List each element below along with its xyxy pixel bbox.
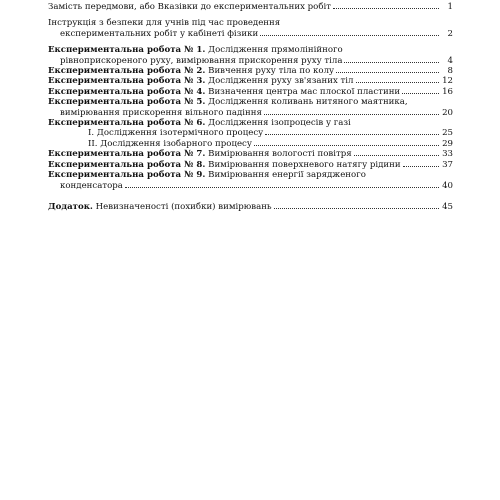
work-label: Експериментальна робота № 6. — [48, 118, 206, 129]
page-number: 12 — [442, 76, 453, 87]
dot-leader — [265, 134, 439, 135]
toc-entry-title-cont: вимірювання прискорення вільного падіння — [60, 107, 262, 118]
dot-leader — [254, 145, 439, 146]
toc-entry-title: Дослідження прямолінійного — [208, 45, 343, 56]
toc-entry-appendix — [48, 202, 453, 212]
appendix-label: Додаток. — [48, 201, 93, 212]
dot-leader — [336, 72, 439, 73]
toc-entry-work-3 — [48, 76, 453, 86]
page-number: 8 — [447, 66, 453, 77]
toc-entry-title: Дослідження ізопроцесів у газі — [208, 118, 351, 129]
toc-entry-work-9 — [48, 170, 453, 191]
work-label: Експериментальна робота № 8. — [48, 159, 206, 170]
toc-entry-work-6 — [48, 118, 453, 149]
toc-entry-title: Визначення центра мас плоскої пластини — [208, 86, 401, 97]
toc-entry-work-2 — [48, 66, 453, 76]
work-label: Експериментальна робота № 3. — [48, 76, 206, 87]
dot-leader — [125, 187, 439, 188]
page-number: 45 — [442, 201, 453, 212]
toc-entry-safety — [48, 18, 453, 39]
toc-subentry-title: I. Дослідження ізотермічного процесу — [88, 128, 264, 139]
toc-subentry-title: II. Дослідження ізобарного процесу — [88, 138, 252, 149]
page-number: 4 — [447, 55, 453, 66]
toc-subentry-isothermal — [48, 128, 453, 138]
dot-leader — [403, 166, 439, 167]
page-number: 29 — [442, 138, 453, 149]
dot-leader — [354, 155, 439, 156]
dot-leader — [356, 82, 439, 83]
toc-entry-title: Вимірювання поверхневого натягу рідини — [208, 159, 401, 170]
dot-leader — [402, 93, 439, 94]
toc-entry-title: Вимірювання енергії зарядженого — [208, 170, 366, 181]
work-label: Експериментальна робота № 7. — [48, 149, 206, 160]
page-number: 33 — [442, 149, 453, 160]
toc-entry-title-cont: рівноприскореного руху, вимірювання прискорення руху тіла — [60, 55, 343, 66]
toc-entry-title: Дослідження коливань нитяного маятника, — [208, 97, 408, 108]
table-of-contents — [48, 2, 453, 212]
dot-leader — [274, 208, 439, 209]
toc-entry-title: Дослідження руху зв'язаних тіл — [208, 76, 354, 87]
dot-leader — [344, 62, 439, 63]
toc-entry-title: Вивчення руху тіла по колу — [208, 66, 335, 77]
dot-leader — [333, 8, 439, 9]
toc-entry-title: Невизначеності (похибки) вимірювань — [95, 201, 272, 212]
toc-entry-work-1 — [48, 45, 453, 66]
toc-entry-work-4 — [48, 87, 453, 97]
page-number: 1 — [447, 2, 453, 12]
dot-leader — [260, 35, 439, 36]
work-label: Експериментальна робота № 1. — [48, 45, 206, 56]
toc-entry-title: Замість передмови, або Вказівки до експериментальних робіт — [48, 2, 331, 12]
page-number: 37 — [442, 159, 453, 170]
toc-entry-title: Вимірювання вологості повітря — [208, 149, 352, 160]
toc-entry-foreword — [48, 2, 453, 12]
page-number: 40 — [442, 180, 453, 191]
toc-entry-title-cont: конденсатора — [60, 180, 123, 191]
work-label: Експериментальна робота № 5. — [48, 97, 206, 108]
work-label: Експериментальна робота № 9. — [48, 170, 206, 181]
page-number: 2 — [447, 28, 453, 39]
work-label: Експериментальна робота № 2. — [48, 66, 206, 77]
page-number: 16 — [442, 86, 453, 97]
toc-entry-title: Інструкція з безпеки для учнів під час проведення — [48, 18, 281, 29]
toc-entry-title-cont: експериментальних робіт у кабінеті фізики — [60, 28, 259, 39]
toc-entry-work-7 — [48, 149, 453, 159]
dot-leader — [264, 114, 439, 115]
page-number: 20 — [442, 107, 453, 118]
page-number: 25 — [442, 128, 453, 139]
toc-entry-work-5 — [48, 97, 453, 118]
toc-subentry-isobaric — [48, 139, 453, 149]
work-label: Експериментальна робота № 4. — [48, 86, 206, 97]
toc-entry-work-8 — [48, 160, 453, 170]
